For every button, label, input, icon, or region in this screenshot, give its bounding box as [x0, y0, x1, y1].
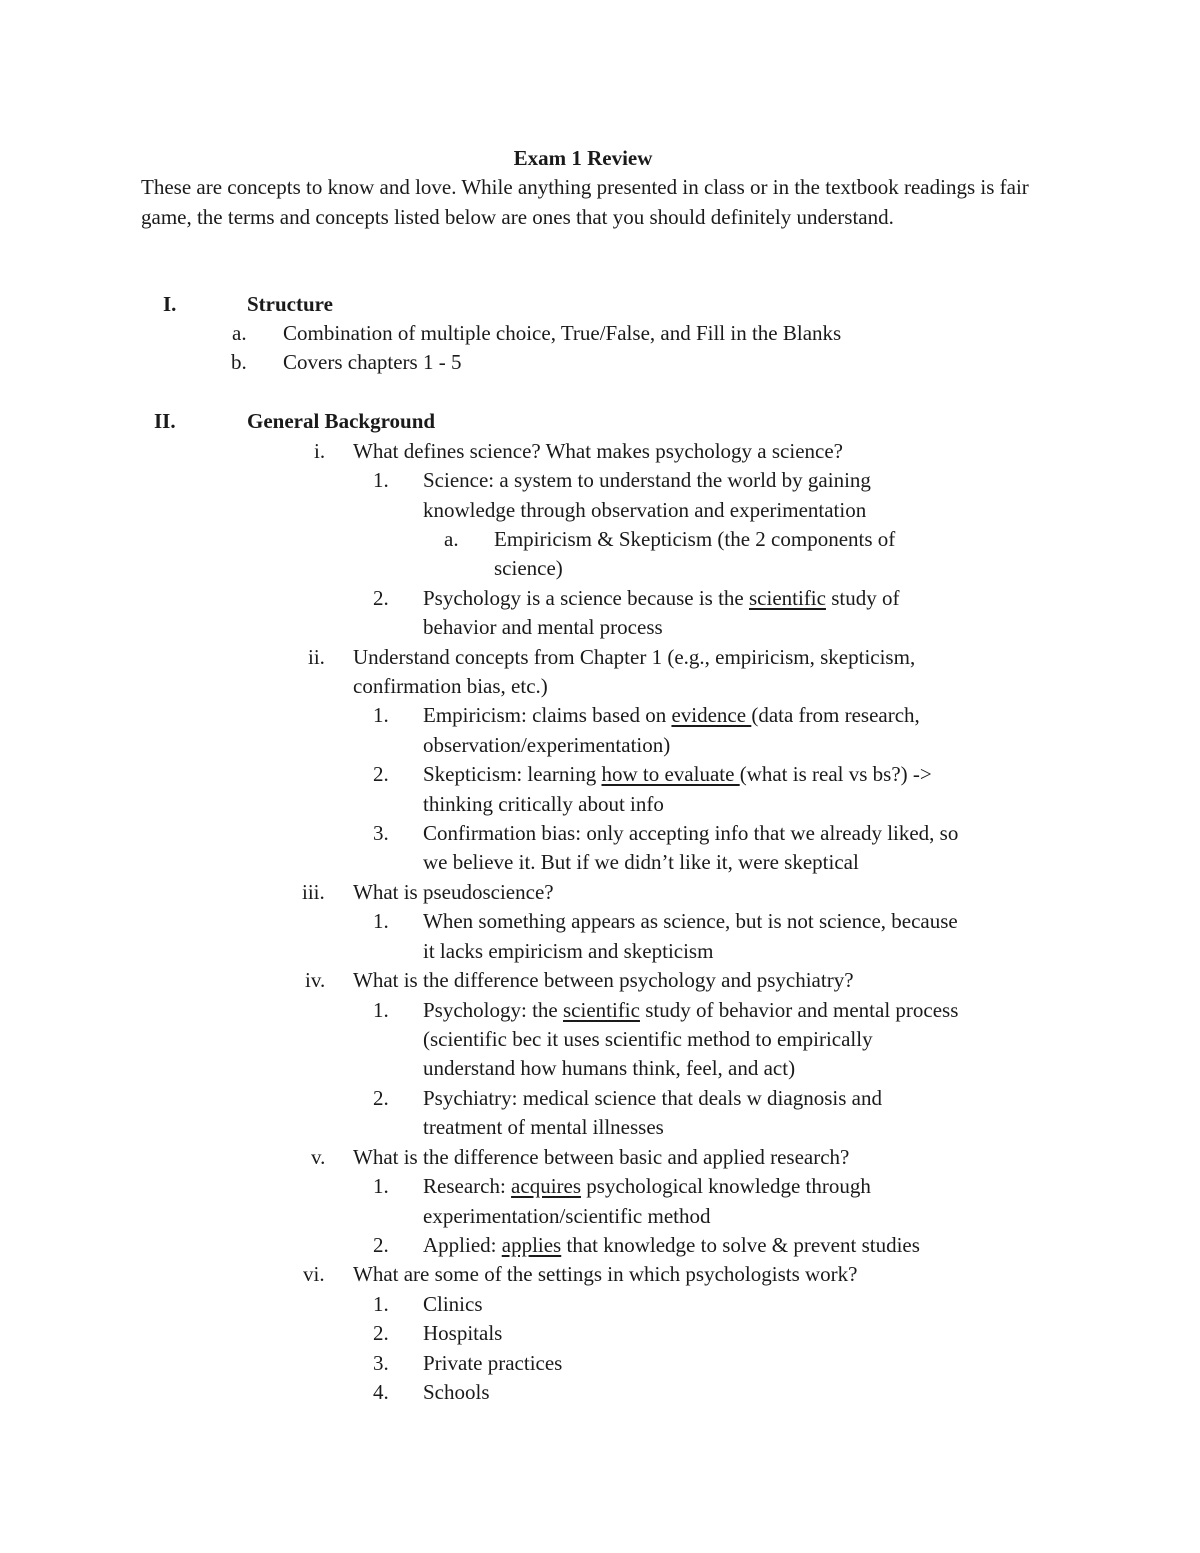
answer-text: Clinics — [423, 1292, 483, 1316]
section-title: General Background — [247, 409, 436, 433]
answer-marker: 1. — [373, 1292, 389, 1316]
answer-text: Applied: applies that knowledge to solve & prevent studies — [423, 1233, 920, 1257]
answer-text: we believe it. But if we didn’t like it, were skeptical — [423, 850, 859, 874]
question-text: confirmation bias, etc.) — [353, 674, 548, 698]
answer-marker: 2. — [373, 1321, 389, 1345]
question-text: What are some of the settings in which psychologists work? — [353, 1262, 858, 1286]
answer-text: When something appears as science, but is not science, because — [423, 909, 958, 933]
answer-text: it lacks empiricism and skepticism — [423, 939, 714, 963]
underlined-term: how to evaluate — [601, 762, 740, 786]
answer-marker: 4. — [373, 1380, 389, 1404]
answer-text: knowledge through observation and experimentation — [423, 498, 867, 522]
answer-marker: 3. — [373, 821, 389, 845]
sub-answer-text: Empiricism & Skepticism (the 2 components of — [494, 527, 896, 551]
answer-marker: 2. — [373, 762, 389, 786]
answer-marker: 1. — [373, 909, 389, 933]
section-marker: I. — [163, 292, 177, 316]
answer-text: Psychology: the scientific study of behavior and mental process — [423, 998, 959, 1022]
item-marker: a. — [232, 321, 247, 345]
answer-text: Research: acquires psychological knowledge through — [423, 1174, 871, 1198]
section-marker: II. — [154, 409, 176, 433]
question-marker: vi. — [303, 1262, 325, 1286]
answer-text: Psychology is a science because is the scientific study of — [423, 586, 900, 610]
answer-marker: 2. — [373, 1233, 389, 1257]
answer-text: Private practices — [423, 1351, 563, 1375]
question-text: What is the difference between psychology and psychiatry? — [353, 968, 854, 992]
answer-marker: 2. — [373, 586, 389, 610]
answer-text: Science: a system to understand the world by gaining — [423, 468, 871, 492]
answer-marker: 1. — [373, 703, 389, 727]
answer-text: understand how humans think, feel, and act) — [423, 1056, 796, 1080]
question-marker: ii. — [308, 645, 325, 669]
section-title: Structure — [247, 292, 333, 316]
answer-marker: 1. — [373, 468, 389, 492]
answer-marker: 3. — [373, 1351, 389, 1375]
sub-answer-marker: a. — [444, 527, 459, 551]
answer-text: treatment of mental illnesses — [423, 1115, 664, 1139]
answer-text: Psychiatry: medical science that deals w diagnosis and — [423, 1086, 882, 1110]
question-marker: i. — [314, 439, 326, 463]
question-text: What defines science? What makes psychology a science? — [353, 439, 843, 463]
question-text: What is the difference between basic and applied research? — [353, 1145, 850, 1169]
underlined-term: scientific — [749, 586, 826, 610]
answer-text: Hospitals — [423, 1321, 503, 1345]
answer-text: Skepticism: learning how to evaluate (what is real vs bs?) -> — [423, 762, 932, 786]
item-text: Covers chapters 1 - 5 — [283, 350, 462, 374]
answer-text: behavior and mental process — [423, 615, 663, 639]
item-text: Combination of multiple choice, True/False, and Fill in the Blanks — [283, 321, 842, 345]
underlined-term: acquires — [511, 1174, 582, 1198]
intro-paragraph: These are concepts to know and love. While anything presented in class or in the textbook readings is fair game, the terms and concepts listed below are ones that you should definitely understand. — [141, 175, 1029, 229]
document-title: Exam 1 Review — [513, 146, 653, 170]
answer-marker: 2. — [373, 1086, 389, 1110]
answer-marker: 1. — [373, 998, 389, 1022]
underlined-term: applies — [501, 1233, 562, 1257]
question-marker: iii. — [302, 880, 325, 904]
answer-text: (scientific bec it uses scientific method to empirically — [423, 1027, 873, 1051]
underlined-term: evidence — [671, 703, 752, 727]
answer-text: thinking critically about info — [423, 792, 664, 816]
underlined-term: scientific — [563, 998, 640, 1022]
answer-text: Empiricism: claims based on evidence (data from research, — [423, 703, 920, 727]
question-marker: iv. — [305, 968, 326, 992]
answer-text: Confirmation bias: only accepting info that we already liked, so — [423, 821, 959, 845]
question-text: What is pseudoscience? — [353, 880, 554, 904]
answer-marker: 1. — [373, 1174, 389, 1198]
answer-text: observation/experimentation) — [423, 733, 671, 757]
item-marker: b. — [231, 350, 247, 374]
question-marker: v. — [311, 1145, 326, 1169]
question-text: Understand concepts from Chapter 1 (e.g., empiricism, skepticism, — [353, 645, 916, 669]
answer-text: Schools — [423, 1380, 490, 1404]
answer-text: experimentation/scientific method — [423, 1204, 711, 1228]
sub-answer-text: science) — [494, 556, 563, 580]
